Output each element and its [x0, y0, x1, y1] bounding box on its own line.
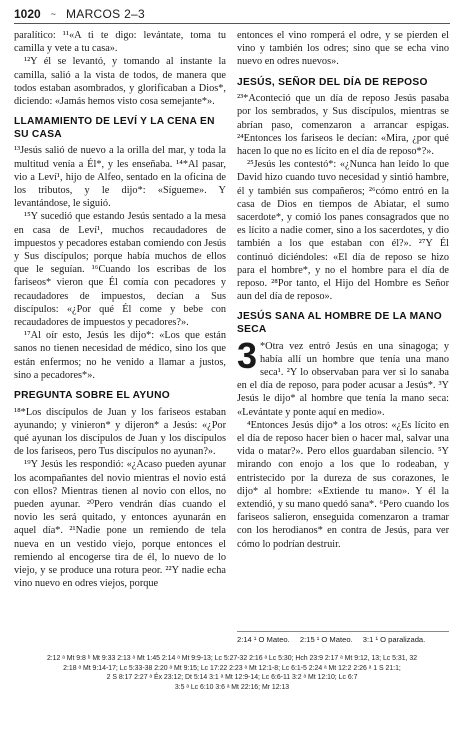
cross-reference-line: 2:12 ᵃ Mt 9:8 ᵇ Mt 9:33 2:13 ᵃ Mt 1:45 2:14 ᵃ Mt 9:9-13; Lc 5:27-32 2:16 ᵃ Lc 5:30; Hch 23:9 2:17 ᵃ Mt 9:12, 13; Lc 5:31, 32 — [46, 655, 418, 662]
left-column — [14, 29, 226, 591]
footnote: 2:14 ¹ O Mateo. — [237, 635, 290, 644]
right-column — [237, 29, 449, 551]
paragraph: ²³*Aconteció que un día de reposo Jesús pasaba por los sembrados, y Sus discípulos, mientras se abrían paso, comenzaron a arrancar espigas. ²⁴Entonces los fariseos le decían: «Mira, ¿por qué hacen lo que no es lícito en el día de reposo*?». — [237, 93, 449, 158]
paragraph: ¹⁹Y Jesús les respondió: «¿Acaso pueden ayunar los acompañantes del novio mientras el novio está con ellos? Mientras tienen al novio con ellos, no pueden ayunar. ²⁰Pero vendrán días cuando el novio les será quitado, y entonces ayunarán en aquel día*. ²¹Nadie pone un remiendo de tela nueva en un vestido viejo, porque entonces el remiendo al encogerse tira de él, lo nuevo de lo viejo, y se produce una rotura peor. ²²Y nadie echa vino nuevo en odres viejos, porque — [14, 459, 226, 590]
footnote: 3:1 ¹ O paralizada. — [362, 635, 426, 644]
section-heading: LLAMAMIENTO DE LEVÍ Y LA CENA EN SU CASA — [14, 116, 215, 140]
running-reference: MARCOS 2–3 — [65, 7, 145, 21]
chapter-number: 3 — [237, 334, 258, 376]
section-heading: JESÚS SANA AL HOMBRE DE LA MANO SECA — [237, 311, 442, 336]
paragraph: ¹³Jesús salió de nuevo a la orilla del mar, y toda la multitud venía a Él*, y les enseñaba. ¹⁴*Al pasar, vio a Leví¹, hijo de Alfeo, sentado en la oficina de los tributos, y le dijo*: «Sígueme». Y levantándose, le siguió. — [14, 145, 226, 210]
page-number: 1020 — [14, 7, 41, 21]
section-heading: JESÚS, SEÑOR DEL DÍA DE REPOSO — [237, 76, 428, 88]
footnote: 2:15 ¹ O Mateo. — [299, 635, 353, 644]
paragraph: ¹⁵Y sucedió que estando Jesús sentado a la mesa en casa de Leví¹, muchos recaudadores de impuestos y pecadores estaban comiendo con Jesús y Sus discípulos; porque había muchos de ellos que le seguían. ¹⁶Cuando los escribas de los fariseos* vieron que Él comía con pecadores y recaudadores de impuestos, decían a Sus discípulos: «¿Por qué Él come y bebe con recaudadores de impuestos y pecadores?». — [14, 211, 226, 329]
header-rule — [14, 23, 450, 24]
header-separator: ~ — [50, 9, 56, 19]
page-header — [14, 4, 450, 24]
paragraph: ⁴Entonces Jesús dijo* a los otros: «¿Es lícito en el día de reposo hacer bien o hacer mal, salvar una vida o matar?». Pero ellos guardaban silencio. ⁵Y mirando con enojo a los que lo rodeaban, y entristecido por la dureza de sus corazones, le dijo* al hombre: «Extiende tu mano». Y él la extendió, y su mano quedó sana*. ⁶Pero cuando los fariseos salieron, enseguida comenzaron a tramar con los herodianos* en contra de Jesús, para ver cómo lo podrían destruir. — [237, 419, 449, 550]
cross-reference-line: 2 S 8:17 2:27 ᵃ Éx 23:12; Dt 5:14 3:1 ᵃ Mt 12:9-14; Lc 6:6-11 3:2 ᵃ Mt 12:10; Lc 6:7 — [106, 674, 358, 681]
paragraph: ²⁵Jesús les contestó*: «¿Nunca han leído lo que David hizo cuando tuvo necesidad y sintió hambre, él y también sus compañeros; ²⁶cómo entró en la casa de Dios en tiempos de Abiatar, el sumo sacerdote*, y comió los panes consagrados que no es lícito a nadie comer, sino a los sacerdotes, y dio también a los que estaban con él?». ²⁷Y Él continuó diciéndoles: «El día de reposo se hizo para el hombre*, y no el hombre para el día de reposo. ²⁸Por tanto, el Hijo del Hombre es Señor aun del día de reposo». — [237, 159, 449, 303]
paragraph: ¹⁸*Los discípulos de Juan y los fariseos estaban ayunando; y vinieron* y dijeron* a Jesús: «¿Por qué ayunan los discípulos de Juan y los discípulos de los fariseos, pero Tus discípulos no ayunan?». — [14, 406, 226, 458]
section-heading: PREGUNTA SOBRE EL AYUNO — [14, 390, 170, 402]
chapter-start — [237, 334, 449, 419]
cross-reference-line: 2:18 ᵃ Mt 9:14-17; Lc 5:33-38 2:20 ᵃ Mt 9:15; Lc 17:22 2:23 ᵃ Mt 12:1-8; Lc 6:1-5 2:24 ᵃ Mt 12:2 2:26 ᵃ 1 S 21:1; — [63, 664, 401, 672]
paragraph: entonces el vino romperá el odre, y se pierden el vino y también los odres; sino que se echa vino nuevo en odres nuevos». — [237, 30, 449, 68]
footnotes — [237, 631, 449, 645]
cross-references — [14, 654, 450, 692]
paragraph: paralítico: ¹¹«A ti te digo: levántate, toma tu camilla y vete a tu casa». — [14, 30, 226, 55]
paragraph: *Otra vez entró Jesús en una sinagoga; y había allí un hombre que tenía una mano seca¹. ²Y lo observaban para ver si lo sanaba en el día de reposo, para poder acusar a Jesús*. ³Y Jesús le dijo* al hombre que tenía la mano seca: «Levántate y ponte aquí en medio». — [237, 340, 449, 418]
cross-reference-line: 3:5 ᵃ Lc 6:10 3:6 ᵃ Mt 22:16; Mr 12:13 — [174, 683, 290, 691]
paragraph: ¹⁷Al oír esto, Jesús les dijo*: «Los que están sanos no tienen necesidad de médico, sino los que están enfermos; no he venido a llamar a justos, sino a pecadores*». — [14, 330, 226, 381]
paragraph: ¹²Y él se levantó, y tomando al instante la camilla, salió a la vista de todos, de manera que todos estaban asombrados, y glorificaban a Dios*, diciendo: «Jamás hemos visto cosa semejante*». — [14, 56, 226, 108]
